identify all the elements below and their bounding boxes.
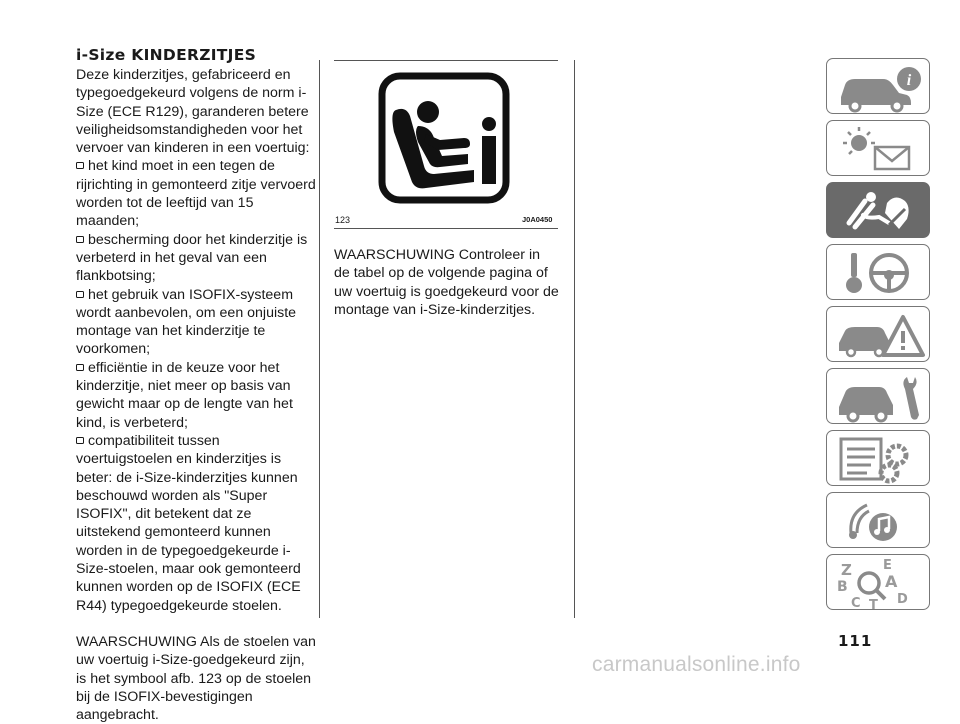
tab-maintenance[interactable] bbox=[826, 368, 930, 424]
bullet-text: het kind moet in een tegen de rijrichting in gemonteerd zitje vervoerd worden tot de leeftijd van 15 maanden; bbox=[76, 158, 316, 230]
tab-car-info[interactable] bbox=[826, 58, 930, 114]
bullet-text: bescherming door het kinderzitje is verbeterd in het geval van een flankbotsing; bbox=[76, 231, 308, 285]
tab-warning-lights[interactable] bbox=[826, 120, 930, 176]
warning-lights-message-icon bbox=[827, 121, 930, 176]
index-letter: A bbox=[885, 572, 898, 591]
column-divider-right bbox=[574, 60, 575, 618]
bullet-box-icon bbox=[76, 364, 84, 371]
bullet-box-icon bbox=[76, 437, 84, 444]
middle-column bbox=[334, 246, 559, 319]
svg-text:i: i bbox=[906, 72, 912, 89]
seat-airbag-icon bbox=[827, 183, 930, 238]
car-wrench-icon bbox=[827, 369, 930, 424]
tab-index[interactable] bbox=[826, 554, 930, 610]
index-letter: C bbox=[851, 596, 861, 611]
index-letter: T bbox=[869, 598, 878, 611]
bullet-box-icon bbox=[76, 236, 84, 243]
multimedia-music-icon bbox=[827, 493, 930, 548]
watermark-text: carmanualsonline.info bbox=[592, 653, 801, 676]
tab-multimedia[interactable] bbox=[826, 492, 930, 548]
car-hazard-triangle-icon bbox=[827, 307, 930, 362]
page-number: 111 bbox=[838, 632, 873, 650]
index-letter: Z bbox=[841, 561, 852, 579]
isize-child-seat-symbol-icon bbox=[378, 72, 510, 204]
intro-paragraph: Deze kinderzitjes, gefabriceerd en typegoedgekeurd volgens de norm i-Size (ECE R129), garanderen betere veiligheidsomstandigheden voor het vervoer van kinderen in een voertuig: bbox=[76, 67, 310, 157]
bullet-text: compatibiliteit tussen voertuigstoelen en kinderzitjes is beter: de i-Size-kinderzitjes kunnen beschouwd worden als "Super ISOFIX", dit betekent dat ze uitstekend gemonteerd kunnen worden in de typegoedgekeurde i-Size-stoelen, maar ook gemonteerd kunnen worden op de ISOFIX (ECE R44) typegoedgekeurde stoelen. bbox=[76, 432, 301, 614]
index-letter: B bbox=[837, 579, 848, 595]
index-letter: E bbox=[883, 558, 892, 573]
bullet-box-icon bbox=[76, 291, 84, 298]
warning-note-middle: WAARSCHUWING Controleer in de tabel op de volgende pagina of uw voertuig is goedgekeurd voor de montage van i-Size-kinderzitjes. bbox=[334, 247, 559, 318]
tab-starting-driving[interactable] bbox=[826, 244, 930, 300]
section-heading: i-Size KINDERZITJES bbox=[76, 46, 257, 64]
tab-safety[interactable] bbox=[826, 182, 930, 238]
car-info-icon bbox=[827, 59, 930, 114]
bullet-text: het gebruik van ISOFIX-systeem wordt aanbevolen, om een onjuiste montage van het kinderzitje te voorkomen; bbox=[76, 286, 297, 358]
bullet-item bbox=[76, 157, 316, 230]
specs-gears-icon bbox=[827, 431, 930, 486]
bullet-item bbox=[76, 359, 316, 432]
tab-emergency[interactable] bbox=[826, 306, 930, 362]
bullet-text: efficiëntie in de keuze voor het kinderzitje, niet meer op basis van gewicht maar op de lengte van het kind, is verbeterd; bbox=[76, 359, 293, 431]
bullet-item bbox=[76, 286, 316, 359]
key-steering-wheel-icon bbox=[827, 245, 930, 300]
bullet-item bbox=[76, 231, 316, 286]
figure-number: 123 bbox=[335, 215, 351, 225]
figure-bottom-rule bbox=[334, 228, 558, 229]
figure-code: J0A0450 bbox=[522, 215, 553, 224]
warning-note-left: WAARSCHUWING Als de stoelen van uw voertuig i-Size-goedgekeurd zijn, is het symbool afb. 123 op de stoelen bij de ISOFIX-bevestigingen aangebracht. bbox=[76, 633, 316, 724]
bullet-box-icon bbox=[76, 162, 84, 169]
bullet-item bbox=[76, 432, 316, 615]
column-divider-left bbox=[319, 60, 320, 618]
alphabetical-index-icon bbox=[827, 555, 930, 610]
left-column bbox=[76, 46, 316, 724]
tab-technical-data[interactable] bbox=[826, 430, 930, 486]
index-letter: D bbox=[897, 592, 908, 607]
figure-top-rule bbox=[334, 60, 558, 61]
